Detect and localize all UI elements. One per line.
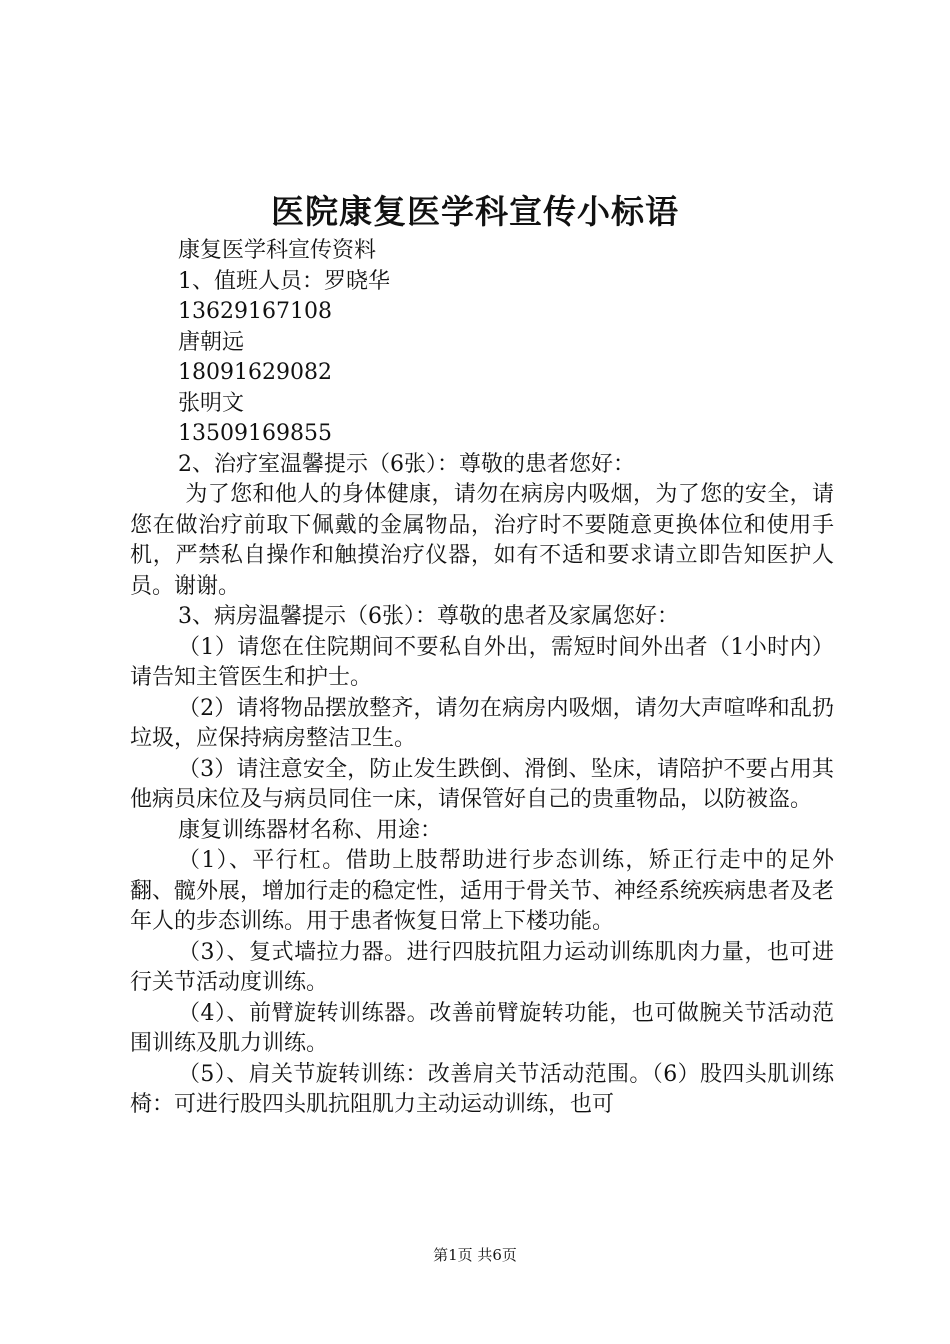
section-heading: 3、病房温馨提示（6张）：尊敬的患者及家属您好： — [178, 604, 679, 629]
staff-name: 张明文 — [178, 390, 245, 416]
paragraph: 1、值班人员：罗晓华 — [178, 268, 390, 294]
list-item: （1）、平行杠。借助上肢帮助进行步态训练，矫正行走中的足外翻、髋外展，增加行走的稳定性，适用于骨关节、神经系统疾病患者及老年人的步态训练。用于患者恢复日常上下楼功能。 — [130, 848, 835, 934]
section-heading: 2、治疗室温馨提示（6张）：尊敬的患者您好： — [178, 451, 635, 477]
staff-name: 唐朝远 — [178, 329, 245, 355]
list-item: （1）请您在住院期间不要私自外出，需短时间外出者（1小时内）请告知主管医生和护士。 — [130, 634, 834, 690]
page-footer: 第1页 共6页 — [433, 1246, 517, 1264]
list-item: （3）、复式墙拉力器。进行四肢抗阻力运动训练肌肉力量，也可进行关节活动度训练。 — [130, 939, 834, 995]
list-item: （2）请将物品摆放整齐，请勿在病房内吸烟，请勿大声喧哗和乱扔垃圾，应保持病房整洁卫生。 — [130, 695, 834, 751]
document-title: 医院康复医学科宣传小标语 — [271, 192, 679, 231]
document-body — [130, 236, 834, 1121]
phone-number: 18091629082 — [178, 360, 332, 385]
list-item: （3）请注意安全，防止发生跌倒、滑倒、坠床，请陪护不要占用其他病员床位及与病员同住一床，请保管好自己的贵重物品，以防被盗。 — [130, 756, 834, 812]
section-heading: 康复训练器材名称、用途： — [178, 817, 443, 843]
paragraph: 为了您和他人的身体健康，请勿在病房内吸烟，为了您的安全，请您在做治疗前取下佩戴的金属物品，治疗时不要随意更换体位和使用手机，严禁私自操作和触摸治疗仪器，如有不适和要求请立即告知医护人员。谢谢。 — [130, 482, 834, 599]
phone-number: 13509169855 — [178, 421, 332, 446]
list-item: （5）、肩关节旋转训练：改善肩关节活动范围。（6）股四头肌训练椅：可进行股四头肌抗阻肌力主动运动训练，也可 — [130, 1061, 834, 1117]
paragraph: 康复医学科宣传资料 — [178, 238, 377, 263]
list-item: （4）、前臂旋转训练器。改善前臂旋转功能，也可做腕关节活动范围训练及肌力训练。 — [130, 1000, 834, 1056]
phone-number: 13629167108 — [178, 299, 332, 324]
